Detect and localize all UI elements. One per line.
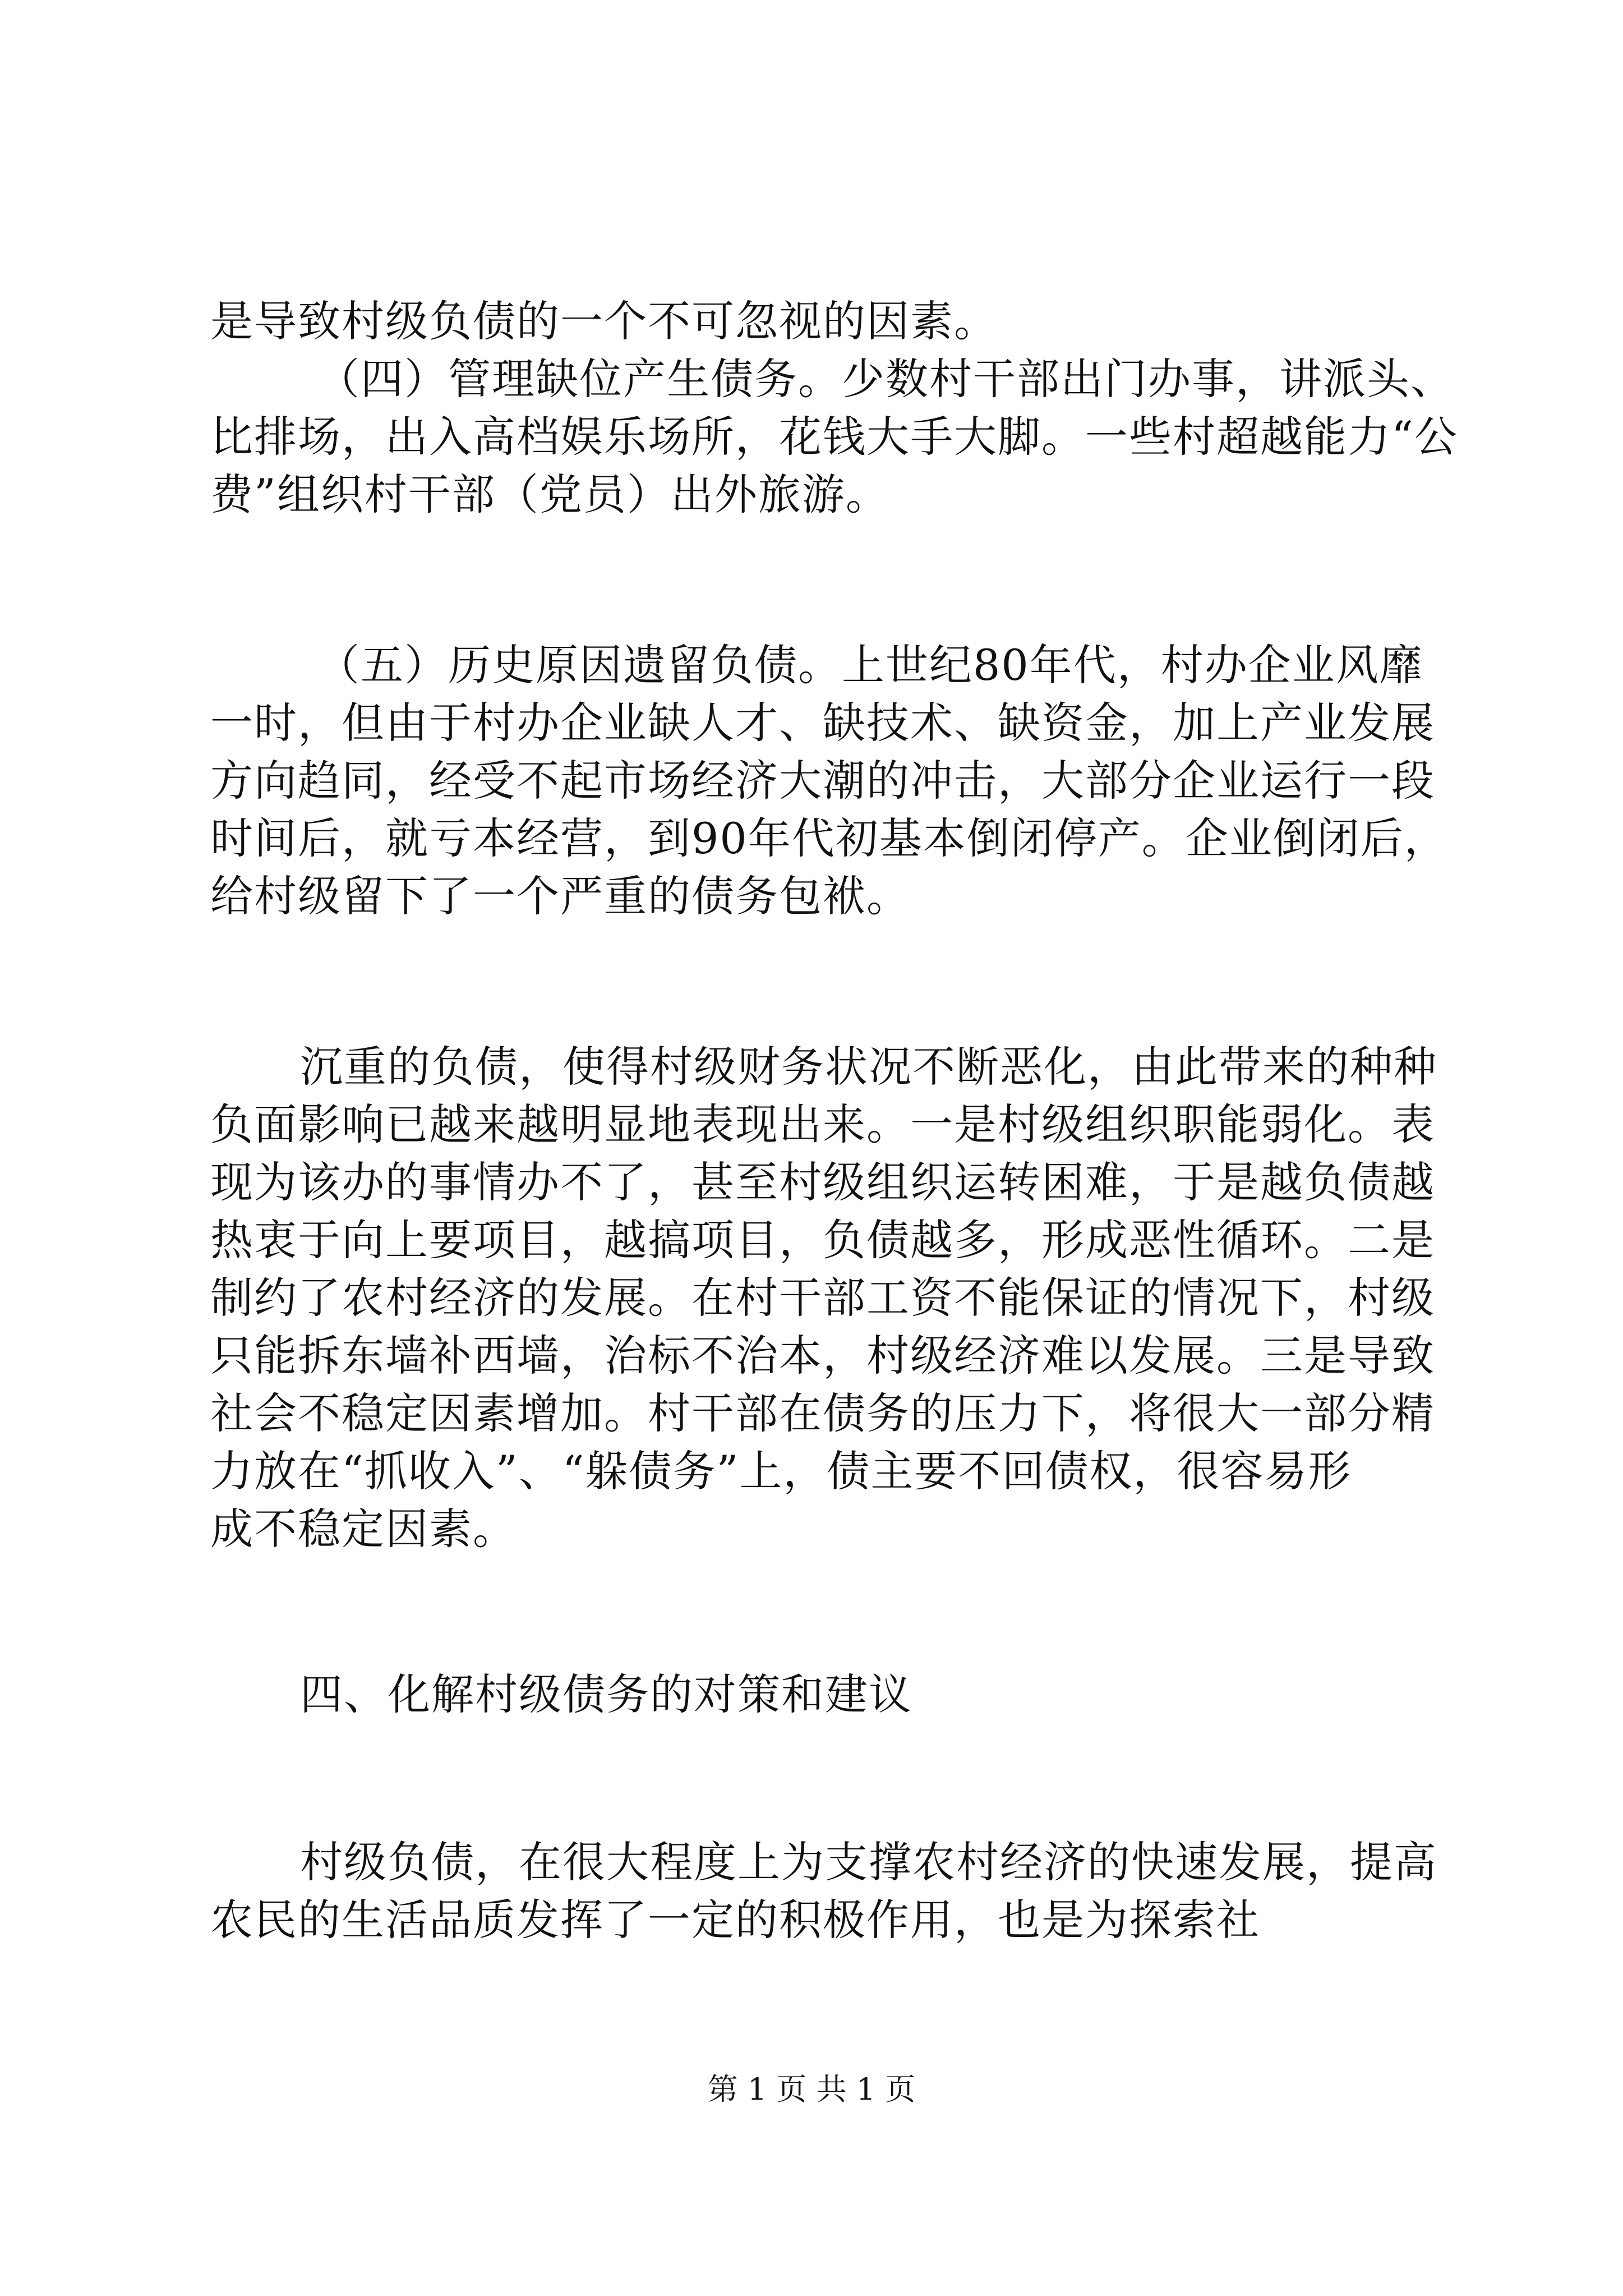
body-line: 时间后，就亏本经营，到90年代初基本倒闭停产。企业倒闭后， — [210, 813, 1448, 863]
paragraph-start-line: 沉重的负债，使得村级财务状况不断恶化，由此带来的种种 — [300, 1042, 1437, 1092]
body-line: 费”组织村干部（党员）出外旅游。 — [210, 470, 889, 519]
body-line: 方向趋同，经受不起市场经济大潮的冲击，大部分企业运行一段 — [210, 756, 1435, 806]
body-line: 只能拆东墙补西墙，治标不治本，村级经济难以发展。三是导致 — [210, 1331, 1435, 1381]
body-line: 负面影响已越来越明显地表现出来。一是村级组织职能弱化。表 — [210, 1099, 1435, 1149]
body-line: 制约了农村经济的发展。在村干部工资不能保证的情况下，村级 — [210, 1273, 1435, 1323]
paragraph-start-line: 村级负债，在很大程度上为支撑农村经济的快速发展，提高 — [300, 1837, 1437, 1887]
body-line: 社会不稳定因素增加。村干部在债务的压力下，将很大一部分精 — [210, 1388, 1435, 1438]
body-line: 热衷于向上要项目，越搞项目，负债越多，形成恶性循环。二是 — [210, 1215, 1435, 1265]
body-line: 一时，但由于村办企业缺人才、缺技术、缺资金，加上产业发展 — [210, 698, 1435, 748]
section-heading-line: （五）历史原因遗留负债。上世纪80年代，村办企业风靡 — [317, 640, 1423, 690]
section-heading-line: （四）管理缺位产生债务。少数村干部出门办事，讲派头、 — [317, 354, 1454, 404]
body-line: 是导致村级负债的一个不可忽视的因素。 — [210, 296, 998, 346]
body-line: 农民的生活品质发挥了一定的积极作用，也是为探索社 — [210, 1895, 1260, 1945]
section-title: 四、化解村级债务的对策和建议 — [300, 1669, 912, 1719]
page-footer: 第 1 页 共 1 页 — [707, 2072, 916, 2107]
body-line: 成不稳定因素。 — [210, 1504, 517, 1554]
body-line: 现为该办的事情办不了，甚至村级组织运转困难，于是越负债越 — [210, 1157, 1435, 1207]
body-line: 给村级留下了一个严重的债务包袱。 — [210, 871, 910, 921]
body-line: 力放在“抓收入”、“躲债务”上，债主要不回债权，很容易形 — [210, 1446, 1352, 1496]
body-line: 比排场，出入高档娱乐场所，花钱大手大脚。一些村超越能力“公 — [210, 412, 1458, 462]
